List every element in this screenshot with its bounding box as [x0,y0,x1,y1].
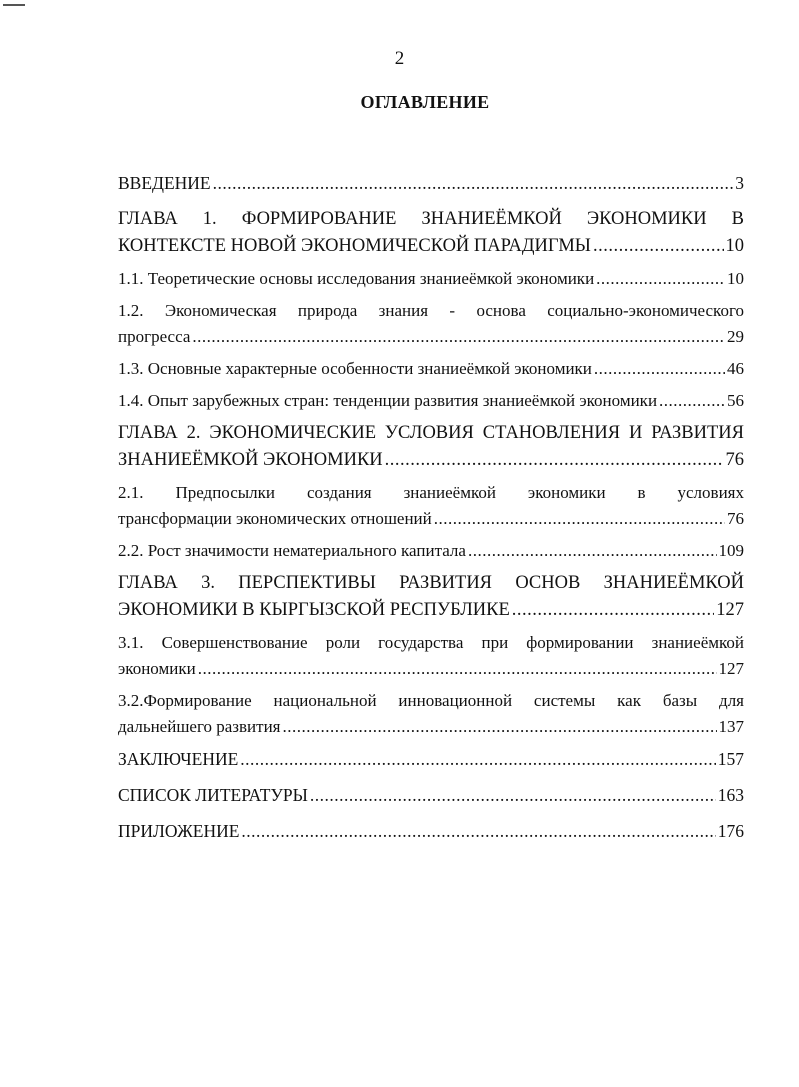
toc-page-number: 56 [727,391,744,410]
toc-entry-title: СПИСОК ЛИТЕРАТУРЫ [118,785,308,805]
toc-entry-title: дальнейшего развития [118,717,281,736]
dot-leader [192,324,725,350]
dot-leader [594,356,725,382]
toc-entry-line: ГЛАВА 1. ФОРМИРОВАНИЕ ЗНАНИЕЁМКОЙ ЭКОНОМИКИ В [118,209,744,229]
toc-entry-title: 2.2. Рост значимости нематериального капитала [118,541,466,560]
toc-entry[interactable] [118,688,744,740]
toc-entry-title: 1.3. Основные характерные особенности знаниеёмкой экономики [118,359,592,378]
dot-leader [283,714,717,740]
toc-page-number: 46 [727,359,744,378]
toc-entry-line: 2.1. Предпосылки создания знаниеёмкой экономики в условиях [118,483,744,502]
toc-entry-line: ГЛАВА 2. ЭКОНОМИЧЕСКИЕ УСЛОВИЯ СТАНОВЛЕНИЯ И РАЗВИТИЯ [118,423,744,443]
toc-entry[interactable] [118,818,744,844]
toc-entry[interactable] [118,206,744,260]
toc-entry-title: 1.1. Теоретические основы исследования знаниеёмкой экономики [118,269,595,288]
toc-entry[interactable] [118,266,744,292]
table-of-contents [118,170,744,854]
toc-entry[interactable] [118,570,744,624]
toc-page-number: 76 [727,509,744,528]
toc-entry-title: ЭКОНОМИКИ В КЫРГЫЗСКОЙ РЕСПУБЛИКЕ [118,600,510,620]
toc-entry-title: ПРИЛОЖЕНИЕ [118,821,240,841]
toc-page-number: 163 [717,785,744,805]
toc-entry-title: ВВЕДЕНИЕ [118,173,211,193]
toc-page-number: 10 [725,236,744,256]
dot-leader [240,746,715,772]
toc-page-number: 10 [727,269,744,288]
toc-entry[interactable] [118,746,744,772]
toc-page-number: 137 [718,717,744,736]
toc-page-number: 29 [727,327,744,346]
toc-entry-title: КОНТЕКСТЕ НОВОЙ ЭКОНОМИЧЕСКОЙ ПАРАДИГМЫ [118,236,591,256]
page-number: 2 [394,48,405,69]
toc-entry-line: 3.1. Совершенствование роли государства при формировании знаниеёмкой [118,633,744,652]
dot-leader [512,597,714,624]
toc-entry[interactable] [118,480,744,532]
toc-entry[interactable] [118,170,744,196]
toc-page-number: 76 [725,450,744,470]
toc-entry-title: ЗНАНИЕЁМКОЙ ЭКОНОМИКИ [118,450,383,470]
dot-leader [596,266,725,292]
dot-leader [310,782,716,808]
toc-entry[interactable] [118,420,744,474]
toc-entry[interactable] [118,298,744,350]
toc-entry-title: экономики [118,659,196,678]
scan-corner-mark [3,4,25,6]
toc-entry-title: прогресса [118,327,191,346]
toc-page-number: 127 [716,600,744,620]
toc-title: ОГЛАВЛЕНИЕ [360,92,490,112]
toc-page-number: 3 [735,173,744,193]
dot-leader [593,233,724,260]
dot-leader [434,506,725,532]
dot-leader [385,447,724,474]
toc-page-number: 157 [717,749,744,769]
toc-entry-line: 3.2.Формирование национальной инновационной системы как базы для [118,691,744,710]
toc-entry[interactable] [118,782,744,808]
dot-leader [468,538,717,564]
toc-entry-line: 1.2. Экономическая природа знания - основа социально-экономического [118,301,744,320]
toc-entry-title: трансформации экономических отношений [118,509,432,528]
toc-entry-title: 1.4. Опыт зарубежных стран: тенденции развития знаниеёмкой экономики [118,391,658,410]
toc-page-number: 127 [718,659,744,678]
dot-leader [659,388,725,414]
dot-leader [241,818,715,844]
toc-entry[interactable] [118,630,744,682]
toc-entry[interactable] [118,538,744,564]
toc-entry[interactable] [118,388,744,414]
dot-leader [198,656,717,682]
toc-entry-line: ГЛАВА 3. ПЕРСПЕКТИВЫ РАЗВИТИЯ ОСНОВ ЗНАНИЕЁМКОЙ [118,573,744,593]
toc-page-number: 109 [718,541,744,560]
toc-entry-title: ЗАКЛЮЧЕНИЕ [118,749,239,769]
toc-entry[interactable] [118,356,744,382]
dot-leader [213,170,734,196]
toc-page-number: 176 [717,821,744,841]
